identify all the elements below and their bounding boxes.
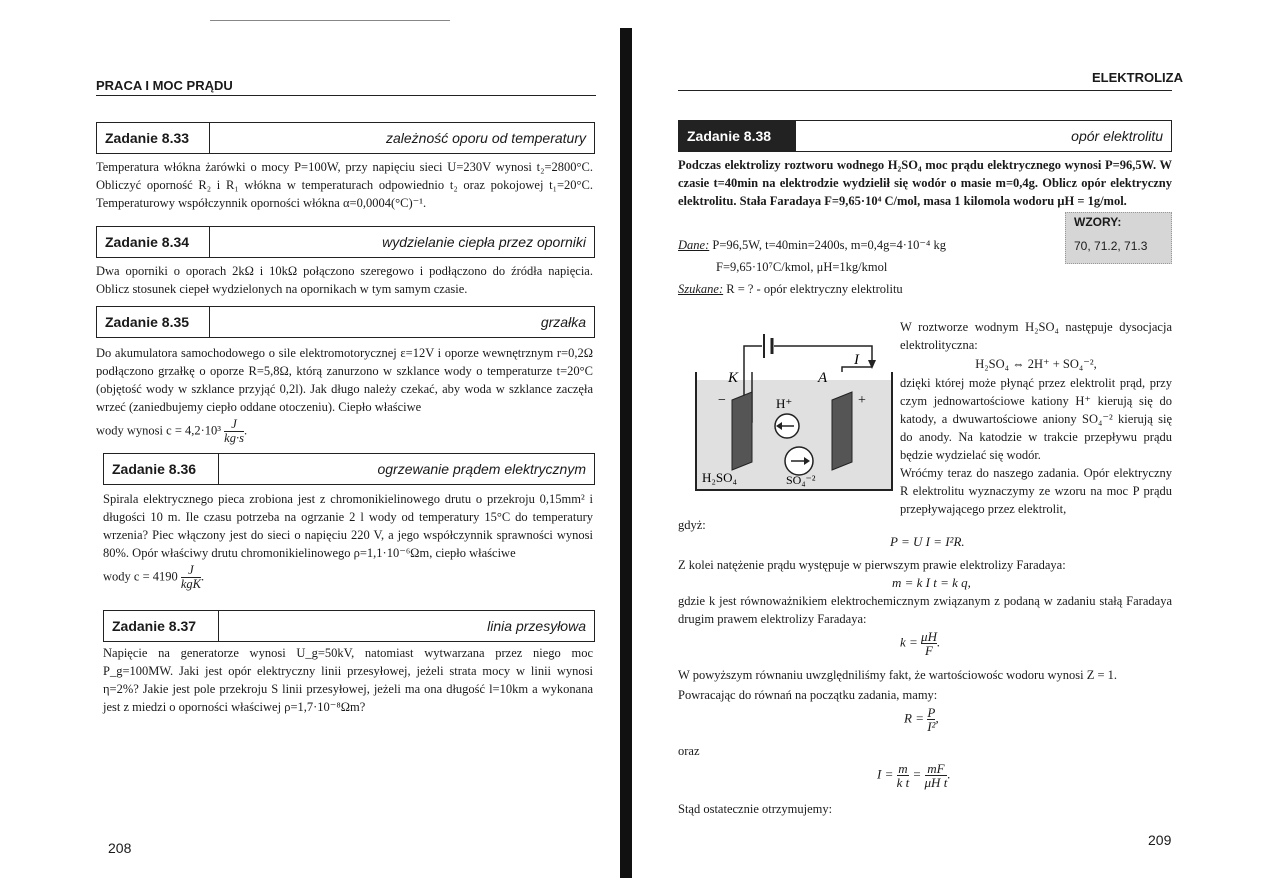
unit-fraction [224, 418, 244, 445]
task-text-body: Spirala elektrycznego pieca zrobiona jest z chromonikielinowego drutu o przekroju 0,15mm² i długości 10 m. Ile czasu potrzeba na ogrzanie 2 l wody od temperatury 15°C do temperatury wrzenia? Piec włączony jest do sieci o napięciu 220 V, a jego współczynnik sprawności wynosi 80%. Opór właściwy drutu chromonikielinowego ρ=1,1·10⁻⁶Ωm, ciepło właściwe [103, 492, 593, 560]
given-values-1: P=96,5W, t=40min=2400s, m=0,4g=4·10⁻⁴ kg [712, 238, 946, 252]
header-rule [96, 95, 596, 96]
eq-fraction-2 [925, 762, 948, 789]
task-label: Zadanie 8.38 [679, 121, 796, 151]
dissociation-reaction: H₂SO₄ ⇔ 2H⁺ + SO₄⁻², [975, 357, 1097, 371]
eq-fraction-1 [897, 762, 910, 789]
frac-num: J [181, 564, 201, 578]
task-statement-text: Podczas elektrolizy roztworu wodnego H₂SO₄ moc prądu elektrycznego wynosi P=96,5W. W czasie t=40min na elektrodzie wydzielił się wodór o masie m=0,4g. Oblicz opór elektryczny elektrolitu. Stała Faradaya F=9,65·10⁴ C/mol, masa 1 kilomola wodoru μH = 1g/mol. [678, 158, 1172, 208]
task-topic: ogrzewanie prądem elektrycznym [377, 461, 586, 477]
task-label: Zadanie 8.33 [97, 123, 210, 153]
dissociation-text [900, 318, 1172, 518]
dissociation-intro: W roztworze wodnym H₂SO₄ następuje dysocjacja elektrolityczna: [900, 320, 1172, 352]
equation-i: I = $\frac{m}{\text{k t}}$ = $\frac{mF}{\text{μH t}}$ . [877, 761, 951, 790]
task-topic: zależność oporu od temperatury [386, 130, 586, 146]
task-box [103, 453, 595, 485]
frac-num: mF [925, 762, 948, 776]
electrolysis-diagram [692, 322, 902, 497]
eq-fraction [921, 630, 937, 657]
task-label: Zadanie 8.36 [104, 454, 219, 484]
equation-power: P = U I = I²R. [890, 534, 965, 549]
task-text-tail: wody c = 4190 $\frac{J}{\text{kgK}}$ . [103, 563, 205, 591]
equation-faraday-1: m = k I t = k q, [892, 575, 971, 590]
task-text [103, 644, 593, 716]
right-page-header: ELEKTROLIZA [1092, 70, 1183, 85]
label-sulfate-ion: SO₄⁻² [786, 473, 816, 487]
oraz-label: oraz [678, 744, 700, 758]
formulas-refs: 70, 71.2, 71.3 [1074, 239, 1148, 253]
label-solution: H₂SO₄ [702, 470, 738, 485]
frac-den: kgK [180, 577, 202, 591]
frac-num: m [898, 761, 908, 776]
left-page [0, 0, 620, 893]
label-cathode: K [728, 370, 739, 386]
valence-text: W powyższym równaniu uwzględniliśmy fakt, że wartościowośc wodoru wynosi Z = 1. [678, 668, 1118, 682]
eq-lhs: R = [904, 710, 924, 726]
scan-artifact-line [210, 20, 450, 21]
faraday-second-law-text: gdzie k jest równoważnikiem elektrochemicznym związanym z podaną w zadaniu stałą Faradaya drugim prawem elektrolizy Faradaya: [678, 594, 1172, 626]
page-number: 209 [1148, 832, 1172, 848]
eq-lhs: I = [877, 766, 894, 782]
sought-label: Szukane: [678, 282, 724, 296]
task-text [96, 158, 593, 212]
task-approach: Wróćmy teraz do naszego zadania. Opór elektryczny R elektrolitu wyznaczymy ze wzoru na moc P prądu przepływającego przez elektrolit, [900, 466, 1172, 516]
given-label: Dane: [678, 238, 710, 252]
page-number: 208 [108, 840, 132, 856]
task-topic: wydzielanie ciepła przez oporniki [382, 234, 586, 250]
label-hydrogen-ion: H⁺ [776, 396, 793, 411]
task-text [96, 344, 593, 445]
sought-line [678, 280, 1058, 298]
formulas-label: WZORY: [1074, 215, 1122, 229]
task-box [678, 120, 1172, 152]
right-page [632, 0, 1263, 893]
dissociation-explanation: dzięki której może płynąć przez elektrolit prąd, przy czym jednowartościowe kationy H⁺ kierują się do katody, a dwuwartościowe aniony SO₄⁻² kierują się do anody. Na katodzie w trakcie przepływu prądu będzie wydzielać się wodór. [900, 376, 1172, 462]
left-page-header: PRACA I MOC PRĄDU [96, 78, 233, 93]
return-text: Powracając do równań na początku zadania, mamy: [678, 688, 938, 702]
sought-text: R = ? - opór elektryczny elektrolitu [726, 282, 903, 296]
cathode-electrode [732, 392, 752, 470]
task-box [96, 122, 595, 154]
equation-r: R = $\frac{P}{\text{I²}}$ , [904, 705, 939, 734]
given-data [678, 236, 1058, 298]
label-anode: A [818, 370, 828, 386]
book-spine [620, 28, 632, 878]
frac-den: I² [927, 719, 936, 734]
frac-num: P [927, 705, 936, 720]
task-label: Zadanie 8.37 [104, 611, 219, 641]
given-line-1 [678, 236, 1058, 254]
task-text-body: Do akumulatora samochodowego o sile elektromotorycznej ε=12V i oporze wewnętrznym r=0,2Ω podłączono grzałkę o oporze R=5,8Ω, którą zanurzono w szklance wody o temperaturze t=20°C (objętość wody w szklance przyjąć 0,2l). Jak długo należy czekać, aby woda w szklance zaczęła wrzeć (zaniedbujemy ciepło oddane otoczeniu). Ciepło właściwe [96, 346, 593, 414]
header-rule [678, 90, 1172, 91]
final-text: Stąd ostatecznie otrzymujemy: [678, 802, 833, 816]
task-box [96, 226, 595, 258]
task-text-body: Napięcie na generatorze wynosi U_g=50kV, natomiast wytwarzana przez niego moc P_g=100MW. Jaki jest opór elektryczny linii przesyłowej, jeżeli strata mocy w linii wynosi η=2%? Jakie jest pole przekroju S linii przesyłowej, jeżeli ma ona długość l=10km a wykonana jest z miedzi o oporności właściwej ρ=1,7·10⁻⁸Ωm? [103, 646, 593, 714]
given-values-2: F=9,65·10⁷C/kmol, μH=1kg/kmol [716, 260, 888, 274]
task-topic: linia przesyłowa [487, 618, 586, 634]
frac-den: k t [896, 775, 910, 790]
eq-lhs: k = [900, 634, 918, 650]
anode-electrode [832, 392, 852, 470]
task-topic: opór elektrolitu [1071, 128, 1163, 144]
task-text-body: Temperatura włókna żarówki o mocy P=100W, przy napięciu sieci U=230V wynosi t₂=2800°C. Obliczyć oporność R₂ i R₁ włókna w temperaturach odpowiednio t₂ oraz pokojowej t₁=20°C. Temperaturowy współczynnik oporności włókna α=0,0004(°C)⁻¹. [96, 160, 593, 210]
equation-k: k = $\frac{\mu H}{F}$ . [900, 629, 941, 658]
label-minus: − [718, 393, 726, 408]
task-text [96, 262, 593, 298]
unit-fraction [181, 564, 201, 591]
tail-prefix: wody wynosi c = 4,2·10³ [96, 423, 222, 438]
task-statement [678, 156, 1172, 210]
faraday-first-law-text: Z kolei natężenie prądu występuje w pierwszym prawie elektrolizy Faradaya: [678, 558, 1066, 572]
task-text [103, 490, 593, 591]
task-text-tail: wody wynosi c = 4,2·10³ $\frac{J}{kg\cdot s}$ . [96, 417, 248, 445]
task-label: Zadanie 8.34 [97, 227, 210, 257]
frac-den: kg·s [224, 431, 244, 445]
label-current: I [854, 352, 859, 368]
task-box [96, 306, 595, 338]
frac-num: μH [921, 629, 937, 644]
frac-den: F [925, 643, 933, 658]
label-plus: + [858, 393, 866, 408]
task-text-body: Dwa oporniki o oporach 2kΩ i 10kΩ połączono szeregowo i podłączono do źródła napięcia. Oblicz stosunek ciepeł wydzielonych na opornikach w tym samym czasie. [96, 264, 593, 296]
task-box [103, 610, 595, 642]
gdyz-label: gdyż: [678, 518, 706, 532]
task-label: Zadanie 8.35 [97, 307, 210, 337]
eq-fraction [927, 706, 935, 733]
frac-num: J [224, 418, 244, 432]
frac-den: μH t [924, 775, 948, 790]
task-topic: grzałka [540, 314, 586, 330]
formulas-box [1065, 212, 1172, 264]
tail-prefix: wody c = 4190 [103, 569, 178, 584]
